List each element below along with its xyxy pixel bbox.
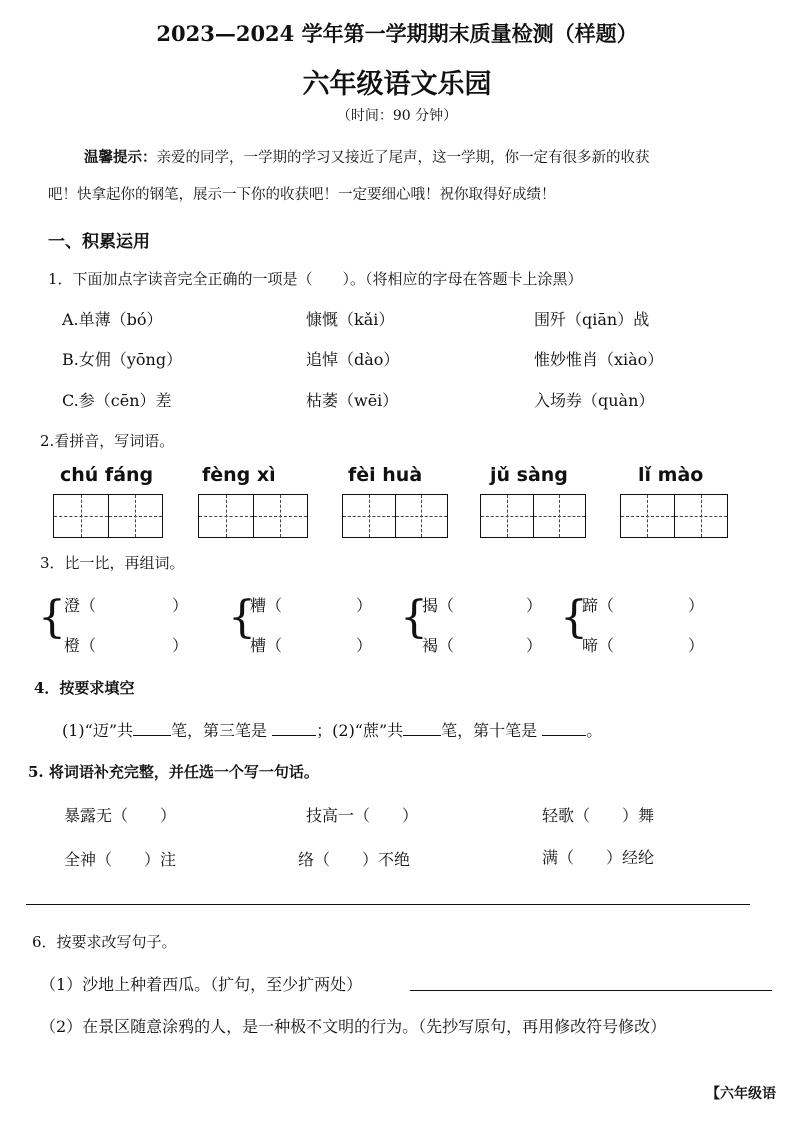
compare-2b: 槽（: [250, 636, 283, 655]
pinyin-5: lǐ mào: [638, 464, 704, 486]
q6-answer-line[interactable]: [410, 990, 772, 991]
q6-sentence-2: （2）在景区随意涂鸦的人，是一种极不文明的行为。（先抄写原句，再用修改符号修改）: [40, 1017, 667, 1036]
q1-option-a-1: A.单薄（bó）: [62, 310, 163, 329]
brace-icon: {: [400, 592, 428, 643]
writing-box-5[interactable]: [620, 494, 728, 538]
answer-line[interactable]: [26, 904, 750, 905]
idiom-3: 轻歌（ ）舞: [542, 806, 655, 825]
compare-4b: 啼（: [582, 636, 615, 655]
footer-label: 【六年级语: [706, 1086, 776, 1102]
tip-label: 温馨提示：: [84, 149, 157, 166]
idiom-1: 暴露无（ ）: [64, 806, 177, 825]
pinyin-2: fèng xì: [202, 464, 276, 486]
compare-4a: 蹄（: [582, 596, 615, 615]
q1-option-b-2: 追悼（dào）: [306, 350, 400, 369]
tip-line-1: [84, 146, 650, 167]
compare-1a: 澄（: [64, 596, 97, 615]
question-3: 3．比一比，再组词。: [40, 554, 185, 572]
q1-option-a-3: 围歼（qiān）战: [534, 310, 650, 329]
q1-option-c-3: 入场券（quàn）: [534, 391, 655, 410]
compare-2a: 糟（: [250, 596, 283, 615]
idiom-4: 全神（ ）注: [64, 850, 177, 869]
q4-blank-2[interactable]: [272, 735, 316, 736]
exam-subtitle: 六年级语文乐园: [302, 69, 492, 100]
writing-box-4[interactable]: [480, 494, 586, 538]
question-5: 5. 将词语补充完整，并任选一个写一句话。: [28, 763, 319, 781]
q4-part-3: ；(2)“蔗”共: [316, 721, 404, 740]
writing-box-3[interactable]: [342, 494, 448, 538]
compare-2b-close: ）: [356, 636, 373, 655]
exam-time: （时间：90 分钟）: [336, 108, 458, 124]
compare-2a-close: ）: [356, 596, 373, 615]
brace-icon: {: [228, 592, 256, 643]
brace-icon: {: [560, 592, 588, 643]
question-4: 4．按要求填空: [34, 679, 135, 697]
q6-sentence-1: （1）沙地上种着西瓜。（扩句，至少扩两处）: [40, 975, 363, 994]
idiom-5: 络（ ）不绝: [298, 850, 411, 869]
q4-blank-3[interactable]: [403, 735, 441, 736]
q4-fill-line: [62, 718, 602, 741]
tip-text-1: 亲爱的同学，一学期的学习又接近了尾声，这一学期，你一定有很多新的收获: [156, 150, 650, 166]
compare-1b: 橙（: [64, 636, 97, 655]
pinyin-3: fèi huà: [348, 464, 423, 486]
pinyin-1: chú fáng: [60, 464, 154, 486]
tip-line-2: 吧！快拿起你的钢笔，展示一下你的收获吧！一定要细心哦！祝你取得好成绩！: [48, 187, 556, 203]
compare-3a-close: ）: [526, 596, 543, 615]
q4-part-5: 。: [586, 721, 603, 740]
q1-option-c-1: C.参（cēn）差: [62, 391, 172, 410]
compare-3a: 揭（: [422, 596, 455, 615]
compare-1b-close: ）: [172, 636, 189, 655]
question-2: 2.看拼音，写词语。: [40, 432, 175, 450]
q4-part-1: (1)“迈”共: [62, 721, 134, 740]
section-title: 一、积累运用: [48, 232, 150, 252]
compare-1a-close: ）: [172, 596, 189, 615]
q4-part-4: 笔，第十笔是: [441, 721, 538, 740]
q1-option-b-1: B.女佣（yōng）: [62, 350, 183, 369]
q4-blank-4[interactable]: [542, 735, 586, 736]
pinyin-4: jǔ sàng: [490, 464, 568, 486]
writing-box-1[interactable]: [53, 494, 163, 538]
q1-option-b-3: 惟妙惟肖（xiào）: [534, 350, 664, 369]
q1-option-c-2: 枯萎（wēi）: [306, 391, 399, 410]
question-6: 6．按要求改写句子。: [32, 933, 177, 951]
q4-part-2: 笔，第三笔是: [171, 721, 268, 740]
compare-3b: 褐（: [422, 636, 455, 655]
q4-blank-1[interactable]: [133, 735, 171, 736]
idiom-2: 技高一（ ）: [306, 806, 419, 825]
compare-3b-close: ）: [526, 636, 543, 655]
compare-4b-close: ）: [688, 636, 705, 655]
question-1: 1．下面加点字读音完全正确的一项是（ ）。（将相应的字母在答题卡上涂黑）: [48, 270, 583, 288]
idiom-6: 满（ ）经纶: [542, 848, 655, 867]
exam-title: 2023—2024 学年第一学期期末质量检测（样题）: [156, 21, 638, 46]
compare-4a-close: ）: [688, 596, 705, 615]
q1-option-a-2: 慷慨（kǎi）: [306, 310, 395, 329]
brace-icon: {: [38, 592, 66, 643]
writing-box-2[interactable]: [198, 494, 308, 538]
